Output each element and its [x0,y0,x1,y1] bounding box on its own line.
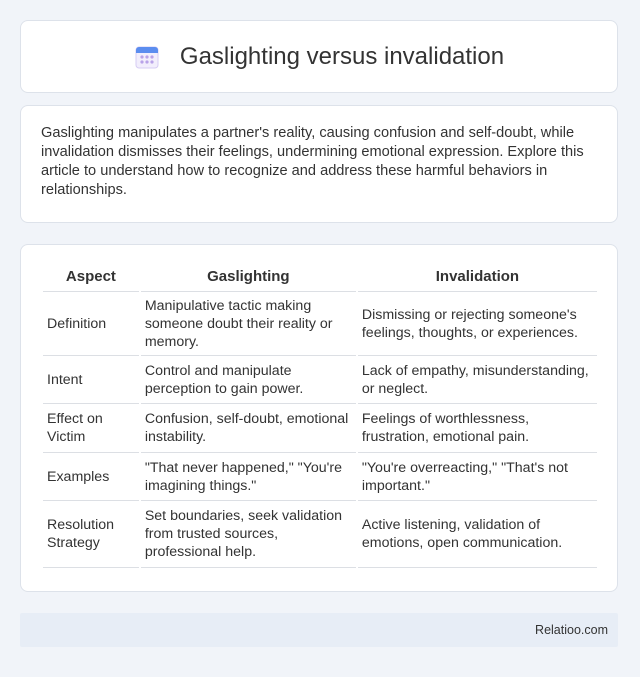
table-row [43,356,597,404]
row-gaslighting: Set boundaries, seek validation from trusted sources, professional help. [141,501,356,568]
footer [20,613,618,647]
title-card [20,20,618,93]
column-header-gaslighting: Gaslighting [141,267,356,292]
intro-paragraph: Gaslighting manipulates a partner's reality, causing confusion and self-doubt, while invalidation dismisses their feelings, undermining emotional expression. Explore this article to understand how to recognize and address these harmful behaviors in relationships. [41,125,584,198]
table-row [43,501,597,568]
row-invalidation: Dismissing or rejecting someone's feelings, thoughts, or experiences. [358,292,597,356]
row-invalidation: Active listening, validation of emotions, open communication. [358,501,597,568]
row-invalidation: Feelings of worthlessness, frustration, emotional pain. [358,404,597,453]
table-row [43,292,597,356]
column-header-invalidation: Invalidation [358,267,597,292]
row-aspect: Definition [43,292,139,356]
row-gaslighting: Control and manipulate perception to gain power. [141,356,356,404]
row-gaslighting: Confusion, self-doubt, emotional instability. [141,404,356,453]
table-row [43,404,597,453]
table-row [43,453,597,501]
comparison-table-card [20,244,618,592]
comparison-table [41,267,599,568]
row-gaslighting: Manipulative tactic making someone doubt their reality or memory. [141,292,356,356]
table-header-row [43,267,597,292]
intro-card [20,105,618,223]
row-aspect: Effect on Victim [43,404,139,453]
row-aspect: Resolution Strategy [43,501,139,568]
column-header-aspect: Aspect [43,267,139,292]
row-invalidation: Lack of empathy, misunderstanding, or neglect. [358,356,597,404]
row-gaslighting: "That never happened," "You're imagining things." [141,453,356,501]
calendar-icon [134,44,160,70]
row-invalidation: "You're overreacting," "That's not important." [358,453,597,501]
row-aspect: Intent [43,356,139,404]
page-title: Gaslighting versus invalidation [179,42,505,70]
row-aspect: Examples [43,453,139,501]
footer-brand[interactable]: Relatioo.com [535,623,608,637]
